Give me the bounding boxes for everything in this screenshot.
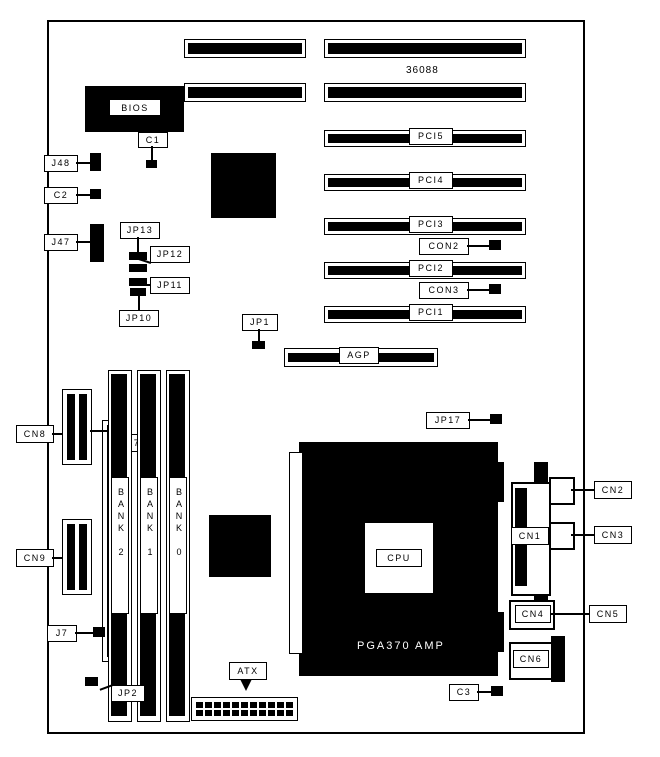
cn6-backplate <box>551 636 565 682</box>
slot-isa-second-right <box>324 83 526 102</box>
atx-label: ATX <box>229 662 267 680</box>
c2-pins <box>90 189 101 199</box>
jumper-j47: J47 <box>44 234 78 251</box>
connector-cn1-label: CN1 <box>511 527 549 545</box>
slot-isa-second-left <box>184 83 306 102</box>
cpu-tab-top-right <box>494 462 504 502</box>
connector-cn5-label: CN5 <box>589 605 627 623</box>
j7-leader <box>75 632 93 634</box>
con2-leader <box>467 245 489 247</box>
cn9-leader <box>52 557 62 559</box>
connector-cn6-label: CN6 <box>513 650 549 668</box>
jp1-pins <box>252 341 265 349</box>
diagram-title: 36088 <box>406 65 439 76</box>
con3-leader <box>467 289 489 291</box>
jumper-jp13: JP13 <box>120 222 160 239</box>
cn3-leader <box>571 534 594 536</box>
jumper-jp10: JP10 <box>119 310 159 327</box>
jumper-c2: C2 <box>44 187 78 204</box>
jp2-pins <box>85 677 98 686</box>
jp1-leader <box>258 329 260 341</box>
jumper-c1: C1 <box>138 132 168 148</box>
con3-pins <box>489 284 501 294</box>
jumper-jp11: JP11 <box>150 277 190 294</box>
slot-pci5-label: PCI5 <box>409 128 453 145</box>
connector-cn2-port <box>549 477 575 505</box>
connector-con3-label: CON3 <box>419 282 469 299</box>
slot-pci4-label: PCI4 <box>409 172 453 189</box>
slot-pci3-label: PCI3 <box>409 216 453 233</box>
c3-leader <box>477 691 491 693</box>
cpu-lever-left <box>289 452 303 654</box>
j7-pins <box>93 627 105 637</box>
chipset-north <box>211 153 276 218</box>
cn8-leader <box>52 433 62 435</box>
cpu-label: CPU <box>376 549 422 567</box>
connector-cn9-label: CN9 <box>16 549 54 567</box>
cn2-leader <box>571 489 594 491</box>
jp10-leader <box>138 294 140 310</box>
bank2-label: BANK 2 <box>116 487 126 559</box>
connector-cn3-port <box>549 522 575 550</box>
slot-agp-label: AGP <box>339 347 379 364</box>
jp17-pins <box>490 414 502 424</box>
j47-leader <box>76 241 90 243</box>
jumper-jp17: JP17 <box>426 412 470 429</box>
slot-isa-top-right <box>324 39 526 58</box>
con2-pins <box>489 240 501 250</box>
jumper-jp2: JP2 <box>111 685 145 702</box>
bank1-label: BANK 1 <box>145 487 155 559</box>
j47-pins <box>90 224 104 262</box>
c3-pins <box>491 686 503 696</box>
atx-arrow <box>240 679 252 691</box>
connector-con2-label: CON2 <box>419 238 469 255</box>
jp10-pins <box>130 288 146 296</box>
cn5-leader <box>551 613 589 615</box>
j48-pins <box>90 153 101 171</box>
chipset-south <box>209 515 271 577</box>
connector-cn9-header <box>62 519 92 595</box>
atx-connector <box>191 697 298 721</box>
connector-cn2-label: CN2 <box>594 481 632 499</box>
c2-leader <box>76 194 90 196</box>
j48-leader <box>76 162 90 164</box>
bank0-label: BANK 0 <box>174 487 184 559</box>
bios-label: BIOS <box>109 99 161 116</box>
connector-cn4-label: CN4 <box>515 605 551 623</box>
c1-leader <box>151 146 153 160</box>
jp13-leader <box>137 237 139 252</box>
jp12-pins <box>129 264 147 272</box>
cn7-leader <box>90 430 110 432</box>
board-model-label: PGA370 AMP <box>357 640 445 652</box>
connector-cn8-label: CN8 <box>16 425 54 443</box>
slot-pci1-label: PCI1 <box>409 304 453 321</box>
connector-cn8-header <box>62 389 92 465</box>
cpu-tab-bottom-right <box>494 612 504 652</box>
jumper-jp1: JP1 <box>242 314 278 331</box>
slot-isa-top-left <box>184 39 306 58</box>
jumper-j7: J7 <box>47 625 77 642</box>
board-outline <box>23 20 625 734</box>
connector-cn3-label: CN3 <box>594 526 632 544</box>
jumper-c3: C3 <box>449 684 479 701</box>
jp11-pins <box>129 278 147 286</box>
slot-pci2-label: PCI2 <box>409 260 453 277</box>
c1-pins <box>146 160 157 168</box>
jumper-jp12: JP12 <box>150 246 190 263</box>
jumper-j48: J48 <box>44 155 78 172</box>
jp17-leader <box>468 419 490 421</box>
